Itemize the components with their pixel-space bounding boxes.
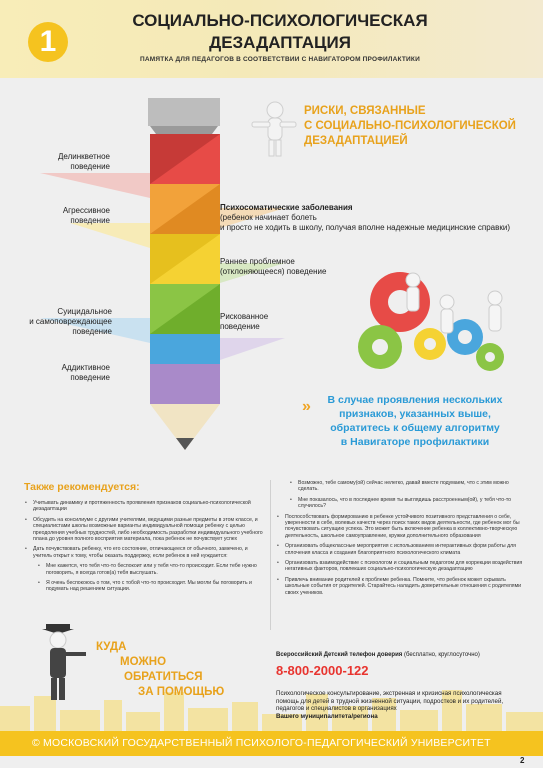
list-item: • Поспособствовать формированию в ребенке устойчивого позитивного представления о себе, уверенности в себе, волевых качеств через поиск таких видов деятельности, где ребенок мог бы почувствовать ситуацию успеха. Это может быть включение ребенка в коллективно-творческую деятельность, школьное самоуправление, кружки дополнительного образования: [276, 514, 524, 540]
list-item: • Организовать взаимодействие с психологом и социальным педагогом для коррекции воздействия негативных факторов, повлекших социально-психологическую дезадаптацию: [276, 560, 524, 573]
title-line-2: ДЕЗАДАПТАЦИЯ: [209, 33, 351, 52]
page-number: 2: [520, 756, 525, 765]
list-item: • Я очень беспокоюсь о том, что с тобой что-то происходит. Мы могли бы поговорить и подумать над решением ситуации.: [24, 580, 268, 593]
list-item: • Возможно, тебе самому(ой) сейчас нелегко, давай вместе подумаем, что с этим можно сделать.: [276, 480, 524, 493]
russia-map-icon: [148, 98, 220, 126]
label-risky: Рискованное поведение: [220, 312, 269, 331]
list-item: • Мне кажется, что тебя что-то беспокоит или у тебя что-то происходит. Если тебе нужно поговорить, я всегда готов(а) тебя выслушать.: [24, 563, 268, 576]
pencil-band-blue: [150, 334, 220, 364]
list-item: • Обсудить на консилиуме с другими учителями, ведущими разные предметы в этом классе, и специалистами школы возможные варианты индивидуальной помощи ребенку с целью преодоления учебных трудностей, либо необходимость разработки индивидуального учебного плана до уровня полного восприятия материала, пока ребенок не почувствует успех: [24, 517, 268, 543]
label-aggressive: Агрессивное поведение: [62, 206, 110, 225]
label-early-problem: Раннее проблемное (отклоняющееся) поведение: [220, 257, 327, 276]
section-number: 1: [28, 22, 68, 62]
list-item: • Привлечь внимание родителей к проблеме ребенка. Помните, что ребенок может скрывать школьные события от родителей. Старайтесь наладить доверительные отношения с родителями своих учеников.: [276, 577, 524, 596]
gears-teamwork-illustration: [345, 262, 525, 382]
recommend-left-list: [24, 500, 268, 597]
list-item: • Учитывать динамику и протяженность проявления признаков социально-психологической дезадаптации: [24, 500, 268, 513]
recommend-title: Также рекомендуется:: [24, 481, 140, 493]
label-psychosomatic: Психосоматические заболевания (ребенок начинает болеть и просто не ходить в школу, получая вполне надежные медицинские справки): [220, 203, 510, 232]
hotline-label: Всероссийский Детский телефон доверия (бесплатно, круглосуточно): [276, 652, 480, 658]
consultation-info: Психологическое консультирование, экстренная и кризисная психологическая помощь для детей в трудной жизненной ситуации, подростков и их родителей, педагогов и специалистов в организациях Вашего муниципалитета/региона: [276, 690, 504, 720]
column-divider: [270, 480, 271, 630]
page-title: [80, 10, 480, 54]
footer-copyright: © МОСКОВСКИЙ ГОСУДАРСТВЕННЫЙ ПСИХОЛОГО-ПЕДАГОГИЧЕСКИЙ УНИВЕРСИТЕТ: [32, 737, 491, 749]
list-item: • Организовать общеклассные мероприятия с использованием интерактивных форм работы для сплочения класса и создания благоприятного психологического климата: [276, 543, 524, 556]
list-item: • Мне показалось, что в последнее время ты выглядишь расстроенным(ой), у тебя что-то случилось?: [276, 497, 524, 510]
recommend-right-list: [276, 480, 524, 600]
algorithm-notice: В случае проявления нескольких признаков, указанных выше, обратитесь к общему алгоритму в Навигаторе профилактики: [327, 394, 503, 448]
pencil-band-purple: [150, 364, 220, 404]
double-chevron-icon: »: [302, 398, 311, 415]
person-figure-icon: [406, 273, 420, 287]
label-suicidal: Суицидальное и самоповреждающее поведение: [29, 307, 112, 336]
title-line-1: СОЦИАЛЬНО-ПСИХОЛОГИЧЕСКАЯ: [132, 11, 428, 30]
where-help-title: КУДА МОЖНО ОБРАТИТЬСЯ ЗА ПОМОЩЬЮ: [96, 641, 225, 698]
hotline-number[interactable]: 8-800-2000-122: [276, 663, 369, 678]
pointing-figure-icon: [250, 100, 300, 160]
list-item: • Дать почувствовать ребенку, что его состояние, отличающееся от обычного, замечено, и учитель открыт к тому, чтобы оказать поддержку, если ребенок в ней нуждается:: [24, 546, 268, 559]
risks-title: РИСКИ, СВЯЗАННЫЕ С СОЦИАЛЬНО-ПСИХОЛОГИЧЕСКОЙ ДЕЗАДАПТАЦИЕЙ: [304, 105, 516, 147]
label-addictive: Аддиктивное поведение: [61, 363, 110, 382]
label-delinquent: Делинкветное поведение: [58, 152, 110, 171]
page-subtitle: ПАМЯТКА ДЛЯ ПЕДАГОГОВ В СООТВЕТСТВИИ С НАВИГАТОРОМ ПРОФИЛАКТИКИ: [140, 56, 420, 63]
